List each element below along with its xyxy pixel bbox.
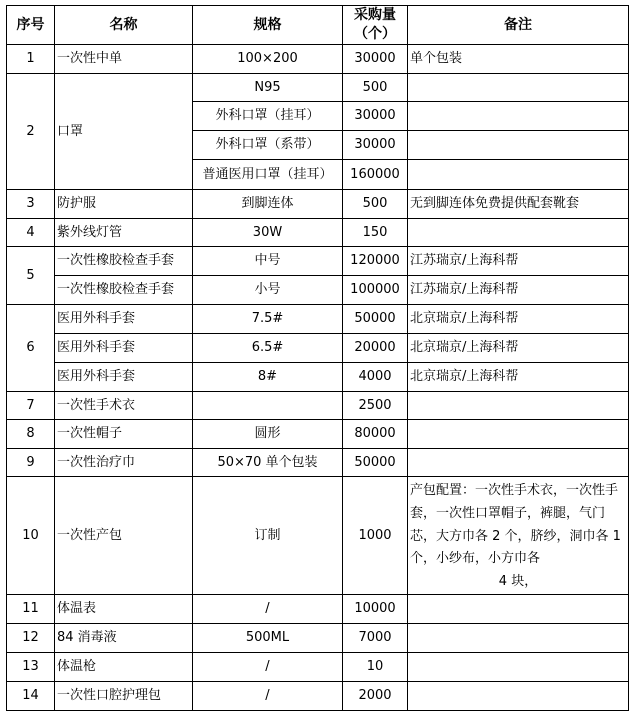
seq-cell: 13	[7, 652, 55, 681]
remark-cell: 单个包装	[408, 45, 629, 74]
remark-cell	[408, 594, 629, 623]
remark-cell: 北京瑞京/上海科帮	[408, 334, 629, 363]
remark-cell	[408, 449, 629, 477]
remark-cell	[408, 652, 629, 681]
spec-cell: 普通医用口罩（挂耳）	[193, 160, 343, 190]
seq-cell: 1	[7, 45, 55, 74]
qty-cell: 50000	[343, 449, 408, 477]
seq-cell: 14	[7, 681, 55, 710]
remark-cell	[408, 392, 629, 420]
spec-cell: 外科口罩（系带）	[193, 131, 343, 160]
spec-cell: 小号	[193, 276, 343, 305]
header-name: 名称	[55, 6, 193, 45]
table-row	[7, 247, 629, 276]
table-row	[7, 276, 629, 305]
header-seq: 序号	[7, 6, 55, 45]
name-cell: 医用外科手套	[55, 363, 193, 392]
remark-cell	[408, 477, 629, 595]
table-row	[7, 392, 629, 420]
name-cell: 一次性口腔护理包	[55, 681, 193, 710]
remark-text-end: 4 块，	[498, 574, 538, 589]
remark-cell	[408, 131, 629, 160]
seq-cell: 8	[7, 420, 55, 449]
remark-cell	[408, 102, 629, 131]
qty-cell: 100000	[343, 276, 408, 305]
table-row	[7, 623, 629, 652]
name-cell: 一次性手术衣	[55, 392, 193, 420]
qty-cell: 2500	[343, 392, 408, 420]
seq-cell: 7	[7, 392, 55, 420]
table-row	[7, 477, 629, 595]
name-cell: 紫外线灯管	[55, 219, 193, 247]
qty-cell: 30000	[343, 102, 408, 131]
spec-cell: 8#	[193, 363, 343, 392]
qty-cell: 1000	[343, 477, 408, 595]
name-cell: 一次性产包	[55, 477, 193, 595]
remark-cell: 江苏瑞京/上海科帮	[408, 247, 629, 276]
table-row	[7, 305, 629, 334]
name-cell: 体温表	[55, 594, 193, 623]
spec-cell: /	[193, 652, 343, 681]
seq-cell: 9	[7, 449, 55, 477]
remark-cell: 北京瑞京/上海科帮	[408, 363, 629, 392]
name-cell: 84 消毒液	[55, 623, 193, 652]
qty-cell: 2000	[343, 681, 408, 710]
remark-cell	[408, 74, 629, 102]
procurement-table	[6, 5, 629, 711]
qty-cell: 20000	[343, 334, 408, 363]
table-row	[7, 190, 629, 219]
table-row	[7, 363, 629, 392]
name-cell: 一次性中单	[55, 45, 193, 74]
qty-cell: 30000	[343, 131, 408, 160]
table-row	[7, 74, 629, 102]
table-row	[7, 652, 629, 681]
seq-cell: 4	[7, 219, 55, 247]
qty-cell: 7000	[343, 623, 408, 652]
seq-cell: 3	[7, 190, 55, 219]
qty-cell: 50000	[343, 305, 408, 334]
seq-cell: 11	[7, 594, 55, 623]
name-cell: 一次性治疗巾	[55, 449, 193, 477]
header-spec: 规格	[193, 6, 343, 45]
qty-cell: 120000	[343, 247, 408, 276]
name-cell: 体温枪	[55, 652, 193, 681]
remark-cell: 江苏瑞京/上海科帮	[408, 276, 629, 305]
remark-cell	[408, 681, 629, 710]
spec-cell: /	[193, 681, 343, 710]
qty-cell: 150	[343, 219, 408, 247]
spec-cell: 圆形	[193, 420, 343, 449]
name-cell: 一次性橡胶检查手套	[55, 247, 193, 276]
name-cell: 医用外科手套	[55, 305, 193, 334]
name-cell: 口罩	[55, 74, 193, 190]
qty-cell: 80000	[343, 420, 408, 449]
spec-cell: 30W	[193, 219, 343, 247]
spec-cell: 6.5#	[193, 334, 343, 363]
qty-cell: 160000	[343, 160, 408, 190]
header-qty: 采购量（个）	[343, 6, 408, 45]
spec-cell: 50×70 单个包装	[193, 449, 343, 477]
qty-cell: 30000	[343, 45, 408, 74]
table-row	[7, 594, 629, 623]
table-row	[7, 334, 629, 363]
remark-cell: 北京瑞京/上海科帮	[408, 305, 629, 334]
table-row	[7, 45, 629, 74]
name-cell: 一次性橡胶检查手套	[55, 276, 193, 305]
seq-cell: 2	[7, 74, 55, 190]
seq-cell: 10	[7, 477, 55, 595]
table-row	[7, 681, 629, 710]
spec-cell: 外科口罩（挂耳）	[193, 102, 343, 131]
spec-cell: 到脚连体	[193, 190, 343, 219]
spec-cell: N95	[193, 74, 343, 102]
table-row	[7, 219, 629, 247]
seq-cell: 5	[7, 247, 55, 305]
qty-cell: 4000	[343, 363, 408, 392]
spec-cell: 订制	[193, 477, 343, 595]
seq-cell: 6	[7, 305, 55, 392]
header-remark: 备注	[408, 6, 629, 45]
spec-cell: /	[193, 594, 343, 623]
qty-cell: 500	[343, 74, 408, 102]
remark-cell: 无到脚连体免费提供配套靴套	[408, 190, 629, 219]
spec-cell: 中号	[193, 247, 343, 276]
remark-cell	[408, 219, 629, 247]
name-cell: 防护服	[55, 190, 193, 219]
qty-cell: 500	[343, 190, 408, 219]
remark-cell	[408, 160, 629, 190]
spec-cell	[193, 392, 343, 420]
header-row	[7, 6, 629, 45]
spec-cell: 500ML	[193, 623, 343, 652]
seq-cell: 12	[7, 623, 55, 652]
remark-cell	[408, 420, 629, 449]
name-cell: 一次性帽子	[55, 420, 193, 449]
spec-cell: 100×200	[193, 45, 343, 74]
remark-text: 产包配置：一次性手术衣，一次性手套，一次性口罩帽子，裤腿，气门芯，大方巾各 2 个，脐纱，洞巾各 1 个，小纱布，小方巾各	[410, 483, 621, 567]
remark-cell	[408, 623, 629, 652]
qty-cell: 10	[343, 652, 408, 681]
qty-cell: 10000	[343, 594, 408, 623]
spec-cell: 7.5#	[193, 305, 343, 334]
table-row	[7, 449, 629, 477]
name-cell: 医用外科手套	[55, 334, 193, 363]
table-row	[7, 420, 629, 449]
